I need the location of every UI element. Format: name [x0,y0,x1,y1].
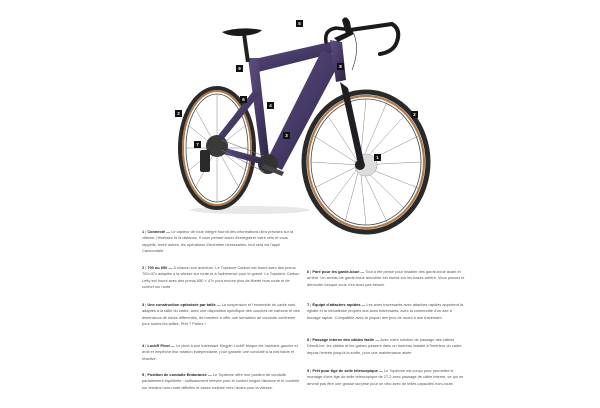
feature-description: Le pivot à axe traversant Kingpin LockR bloque les haubans gauche et droit et empêche leur rotation indépendante, pour garantir une conduite à la fois fiable et réactive. [142,343,298,361]
feature-separator: | [144,265,148,270]
feature-number: 9 [307,368,310,373]
feature-description: Le capteur de roue intégré fournit des informations ultra précises sur la vitesse, l'itinéraire et la distance. Il vous permet aussi d'enregistrer votre vélo et vous rappelle, entre autres, les opérations d'entretien nécessaires, tout cela via l'appli Cannondale. [142,229,294,254]
feature-title: Une construction optimisée par taille [147,302,216,307]
feature-description: La suspension et l'ensemble du cadre sont adaptés à la taille du cadre, avec une disposition spécifique des couches de carbone et des dimensions de tubes différentes, de manière à offrir une sensation de conduite cohérente pour toutes les tailles. Prêt ? Partez ! [142,302,300,327]
feature-number: 6 [307,269,310,274]
callout-marker-5: 5 [296,20,303,27]
feature-dash: — [360,302,367,307]
feature-title: Connecté [147,229,166,234]
feature-number: 2 [142,265,145,270]
callout-marker-7: 7 [194,141,201,148]
feature-item-5 [142,372,300,391]
feature-title: Équipé d'attaches rapides [312,302,361,307]
feature-dash: — [165,229,172,234]
feature-title: Paré pour les garde-boue [312,269,360,274]
callout-marker-2: 2 [175,110,182,117]
front-wheel [304,92,428,232]
feature-separator: | [309,368,313,373]
feature-item-8 [307,337,465,356]
feature-dash: — [215,302,222,307]
feature-number: 4 [142,343,145,348]
feature-item-3 [142,302,300,328]
feature-item-4 [142,343,300,362]
feature-description: Avec notre solution de passage des câbles DirectLine, les câbles et les gaines passent dans un fourreau installé à l'intérieur du cadre, depuis l'entrée jusqu'à la sortie, pour une maintenance aisée [307,337,463,355]
feature-title: 700 ou 650 [147,265,168,270]
feature-number: 5 [142,372,145,377]
feature-title: LockR Pivot [147,343,170,348]
feature-description: À chacun son aventure. Le Topstone Carbon est fourni avec des pneus 700×37c adaptés à la vitesse sur route et à l'adhérence pour le gravel. Le Topstone Carbon Lefty est fourni avec des pneus 650 × 47c pour encore plus de liberté hors route et de confort sur route. [142,265,300,290]
feature-item-9 [307,368,465,387]
feature-description: Les axes traversants avec attaches rapides apportent la rigidité et la robustesse propres aux axes traversants, avec la commodité d'un axe à blocage rapide. Compatible avec la plupart des jeux de roues à axe traversant. [307,302,463,320]
feature-item-1 [142,229,300,255]
feature-separator: | [144,302,148,307]
callout-marker-3: 3 [283,132,290,139]
feature-separator: | [309,337,313,342]
feature-title: Prêt pour tige de selle télescopique [312,368,378,373]
feature-dash: — [167,265,174,270]
feature-number: 3 [142,302,145,307]
feature-separator: | [309,302,313,307]
feature-title: Position de conduite Endurance [147,372,207,377]
callout-marker-6: 6 [240,96,247,103]
feature-number: 8 [307,337,310,342]
feature-item-6 [307,269,465,288]
callout-marker-1: 1 [374,154,381,161]
feature-description: Le Topstone est conçu pour permettre le montage d'une tige de selle télescopique de 27,2 avec passage de câble interne, ce qui ne devrait pas être une grosse surprise pour un vélo avec de telles capacités hors-route. [307,368,464,386]
callout-marker-4: 4 [267,102,274,109]
feature-dash: — [169,343,176,348]
feature-number: 7 [307,302,310,307]
feature-separator: | [144,372,148,377]
feature-dash: — [359,269,366,274]
feature-number: 1 [142,229,145,234]
feature-separator: | [309,269,313,274]
feature-title: Passage interne des câbles facile [312,337,375,342]
feature-item-7 [307,302,465,321]
feature-dash: — [377,368,384,373]
feature-description: Le Topstone offre une position de conduite parfaitement équilibrée : suffisamment relevée pour le confort longue distance et le contrôle sur terrains hors-route difficiles et assez inclinée vers l'avant pour la vitesse. [142,372,300,390]
feature-dash: — [206,372,213,377]
bike-frame [213,40,346,170]
callout-marker-8: 8 [337,63,344,70]
feature-dash: — [374,337,381,342]
callout-marker-2: 2 [411,111,418,118]
feature-description: Tout a été pensé pour installer des garde-boue avant et arrière. Un arceau de garde-boue amovible est monté sur les bases arrière. Vous pouvez le démonter lorsque vous n'en avez pas besoin. [307,269,465,287]
feature-separator: | [144,343,148,348]
callout-marker-9: 9 [236,65,243,72]
feature-separator: | [144,229,148,234]
feature-item-2 [142,265,300,291]
